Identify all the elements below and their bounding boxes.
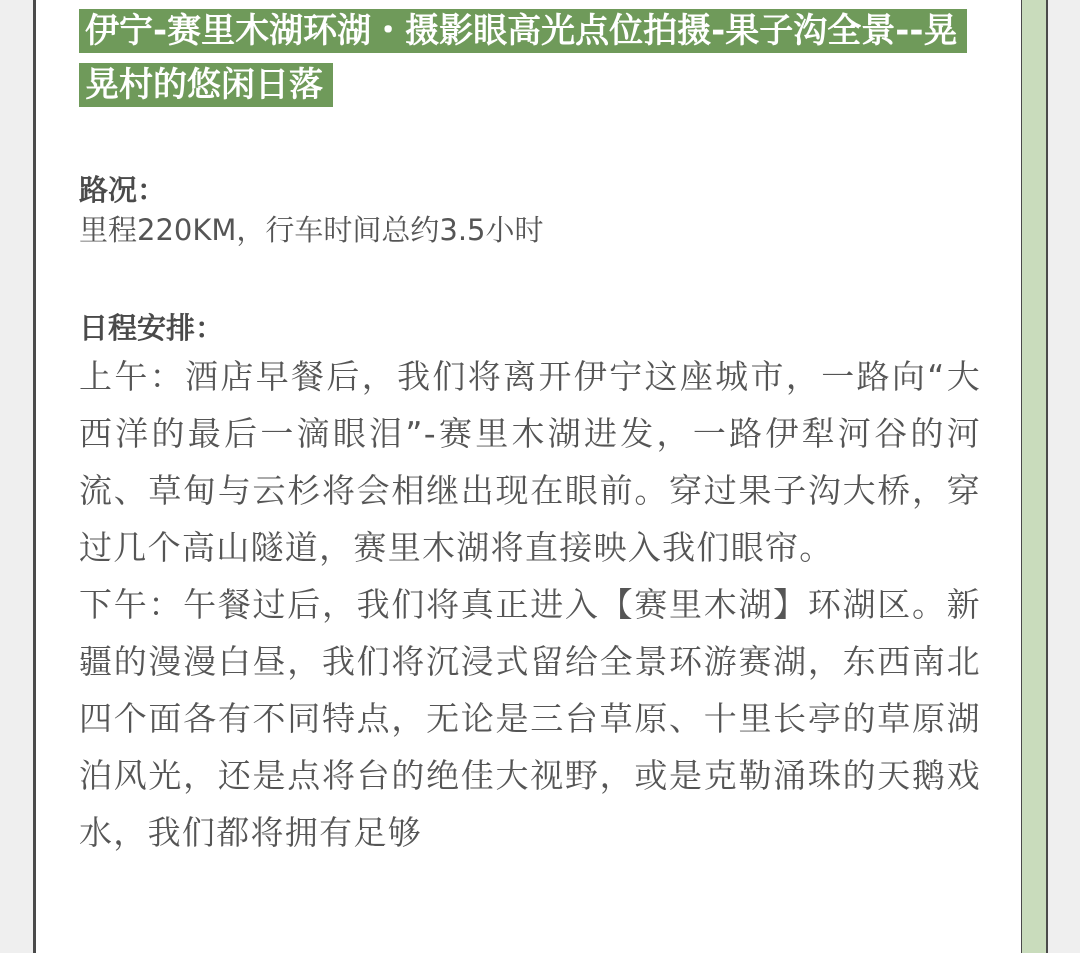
article-card: [33, 0, 1021, 953]
morning-paragraph: 上午：酒店早餐后，我们将离开伊宁这座城市，一路向“大西洋的最后一滴眼泪”-赛里木湖进发，一路伊犁河谷的河流、草甸与云杉将会相继出现在眼前。穿过果子沟大桥，穿过几个高山隧道，赛里木湖将直接映入我们眼帘。: [79, 357, 981, 567]
road-condition-label: 路况：: [79, 173, 167, 207]
day-title-text: 伊宁-赛里木湖环湖・摄影眼高光点位拍摄-果子沟全景--晃晃村的悠闲日落: [79, 9, 967, 107]
side-decoration-band: [1020, 0, 1048, 953]
day-title: [79, 4, 981, 112]
article-content: [79, 0, 981, 861]
afternoon-paragraph: 下午：午餐过后，我们将真正进入【赛里木湖】环湖区。新疆的漫漫白昼，我们将沉浸式留给全景环游赛湖，东西南北四个面各有不同特点，无论是三台草原、十里长亭的草原湖泊风光，还是点将台的绝佳大视野，或是克勒涌珠的天鹅戏水，我们都将拥有足够: [79, 585, 981, 852]
schedule-label: 日程安排：: [79, 311, 225, 345]
road-condition-text: 里程220KM，行车时间总约3.5小时: [79, 213, 544, 247]
